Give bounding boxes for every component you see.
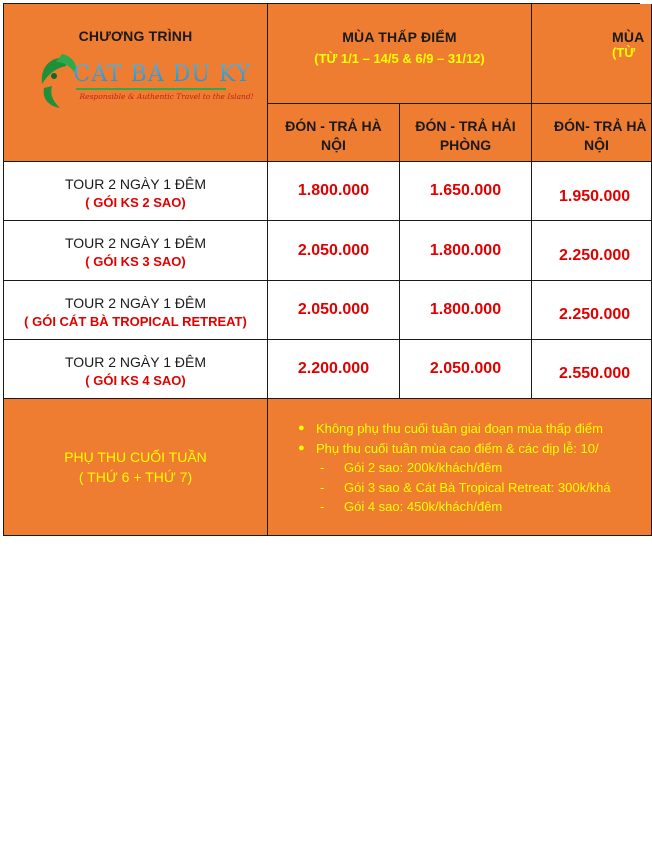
note-text: Phụ thu cuối tuần mùa cao điểm & các dịp lễ: 10/	[316, 440, 599, 456]
price: 1.800.000	[429, 301, 502, 318]
col-header-line2: PHÒNG	[439, 136, 492, 153]
season-high-dates: (TỪ	[612, 45, 636, 60]
dash-icon: -	[320, 479, 325, 495]
season-high-title: MÙA	[612, 29, 645, 45]
package-name: ( GÓI CÁT BÀ TROPICAL RETREAT)	[24, 313, 247, 329]
price-cell	[268, 281, 400, 340]
price: 2.050.000	[297, 301, 370, 318]
note-text: Gói 2 sao: 200k/khách/đêm	[344, 460, 503, 475]
price-cell	[532, 162, 652, 221]
surcharge-label: PHỤ THU CUỐI TUẦN	[64, 449, 207, 465]
dash-icon: -	[320, 460, 325, 475]
table-row-2-label	[4, 221, 268, 281]
tour-name: TOUR 2 NGÀY 1 ĐÊM	[64, 294, 207, 311]
season-low-header	[268, 4, 532, 104]
list-item	[298, 478, 611, 498]
surcharge-notes	[298, 419, 611, 517]
tour-name: TOUR 2 NGÀY 1 ĐÊM	[64, 175, 207, 192]
col-header-line2: NỘI	[584, 136, 609, 153]
price: 2.250.000	[559, 306, 631, 323]
logo	[36, 52, 254, 114]
note-text: Gói 3 sao & Cát Bà Tropical Retreat: 300k/khá	[344, 479, 611, 495]
table-row-1-label	[4, 162, 268, 221]
list-item	[298, 497, 611, 517]
table-row-3-label	[4, 281, 268, 340]
price-cell	[532, 340, 652, 399]
price: 1.800.000	[297, 182, 370, 199]
logo-tagline: Responsible & Authentic Travel to the Island!	[79, 92, 254, 101]
col-header-haiphong-low	[400, 104, 532, 162]
surcharge-days: ( THỨ 6 + THỨ 7)	[78, 469, 193, 485]
col-header-hanoi-high	[532, 104, 652, 162]
list-item	[298, 458, 611, 478]
table-row-4-label	[4, 340, 268, 399]
price-cell	[532, 281, 652, 340]
price-cell	[400, 221, 532, 281]
list-item	[298, 439, 611, 459]
price: 2.250.000	[559, 247, 631, 264]
price-cell	[268, 162, 400, 221]
note-text: Không phụ thu cuối tuần giai đoạn mùa thấp điểm	[316, 421, 603, 436]
col-header-hanoi-low	[268, 104, 400, 162]
price-cell	[532, 221, 652, 281]
bullet-icon: ●	[298, 441, 305, 454]
bullet-icon: ●	[298, 422, 305, 434]
tour-name: TOUR 2 NGÀY 1 ĐÊM	[64, 235, 207, 251]
price: 2.550.000	[559, 365, 631, 382]
season-low-dates: (TỪ 1/1 – 14/5 & 6/9 – 31/12)	[314, 51, 485, 66]
col-header-line1: ĐÓN- TRẢ HÀ	[554, 117, 647, 134]
price-cell	[268, 340, 400, 399]
note-text: Gói 4 sao: 450k/khách/đêm	[344, 499, 503, 514]
package-name: ( GÓI KS 2 SAO)	[85, 194, 186, 210]
surcharge-notes-cell	[268, 399, 652, 536]
price: 1.950.000	[559, 188, 631, 205]
season-high-header	[532, 4, 652, 104]
price: 1.800.000	[429, 241, 502, 259]
col-header-line2: NỘI	[321, 136, 346, 153]
price-cell	[400, 162, 532, 221]
program-header-cell	[4, 4, 268, 162]
logo-underline	[76, 88, 226, 90]
tour-name: TOUR 2 NGÀY 1 ĐÊM	[64, 353, 207, 370]
price: 1.650.000	[429, 182, 502, 199]
price-cell	[268, 221, 400, 281]
col-header-line1: ĐÓN - TRẢ HẢI	[415, 117, 516, 134]
package-name: ( GÓI KS 4 SAO)	[85, 372, 186, 388]
logo-brand: CÁT BÀ DU KÝ	[73, 62, 252, 87]
price: 2.200.000	[297, 360, 370, 377]
price-cell	[400, 281, 532, 340]
surcharge-label-cell	[4, 399, 268, 536]
price-cell	[400, 340, 532, 399]
price: 2.050.000	[429, 360, 502, 377]
list-item	[298, 419, 611, 439]
season-low-title: MÙA THẤP ĐIỂM	[342, 29, 457, 45]
col-header-line1: ĐÓN - TRẢ HÀ	[285, 117, 382, 134]
price: 2.050.000	[297, 241, 370, 259]
package-name: ( GÓI KS 3 SAO)	[85, 254, 186, 269]
dash-icon: -	[320, 499, 325, 514]
program-label: CHƯƠNG TRÌNH	[78, 28, 193, 44]
